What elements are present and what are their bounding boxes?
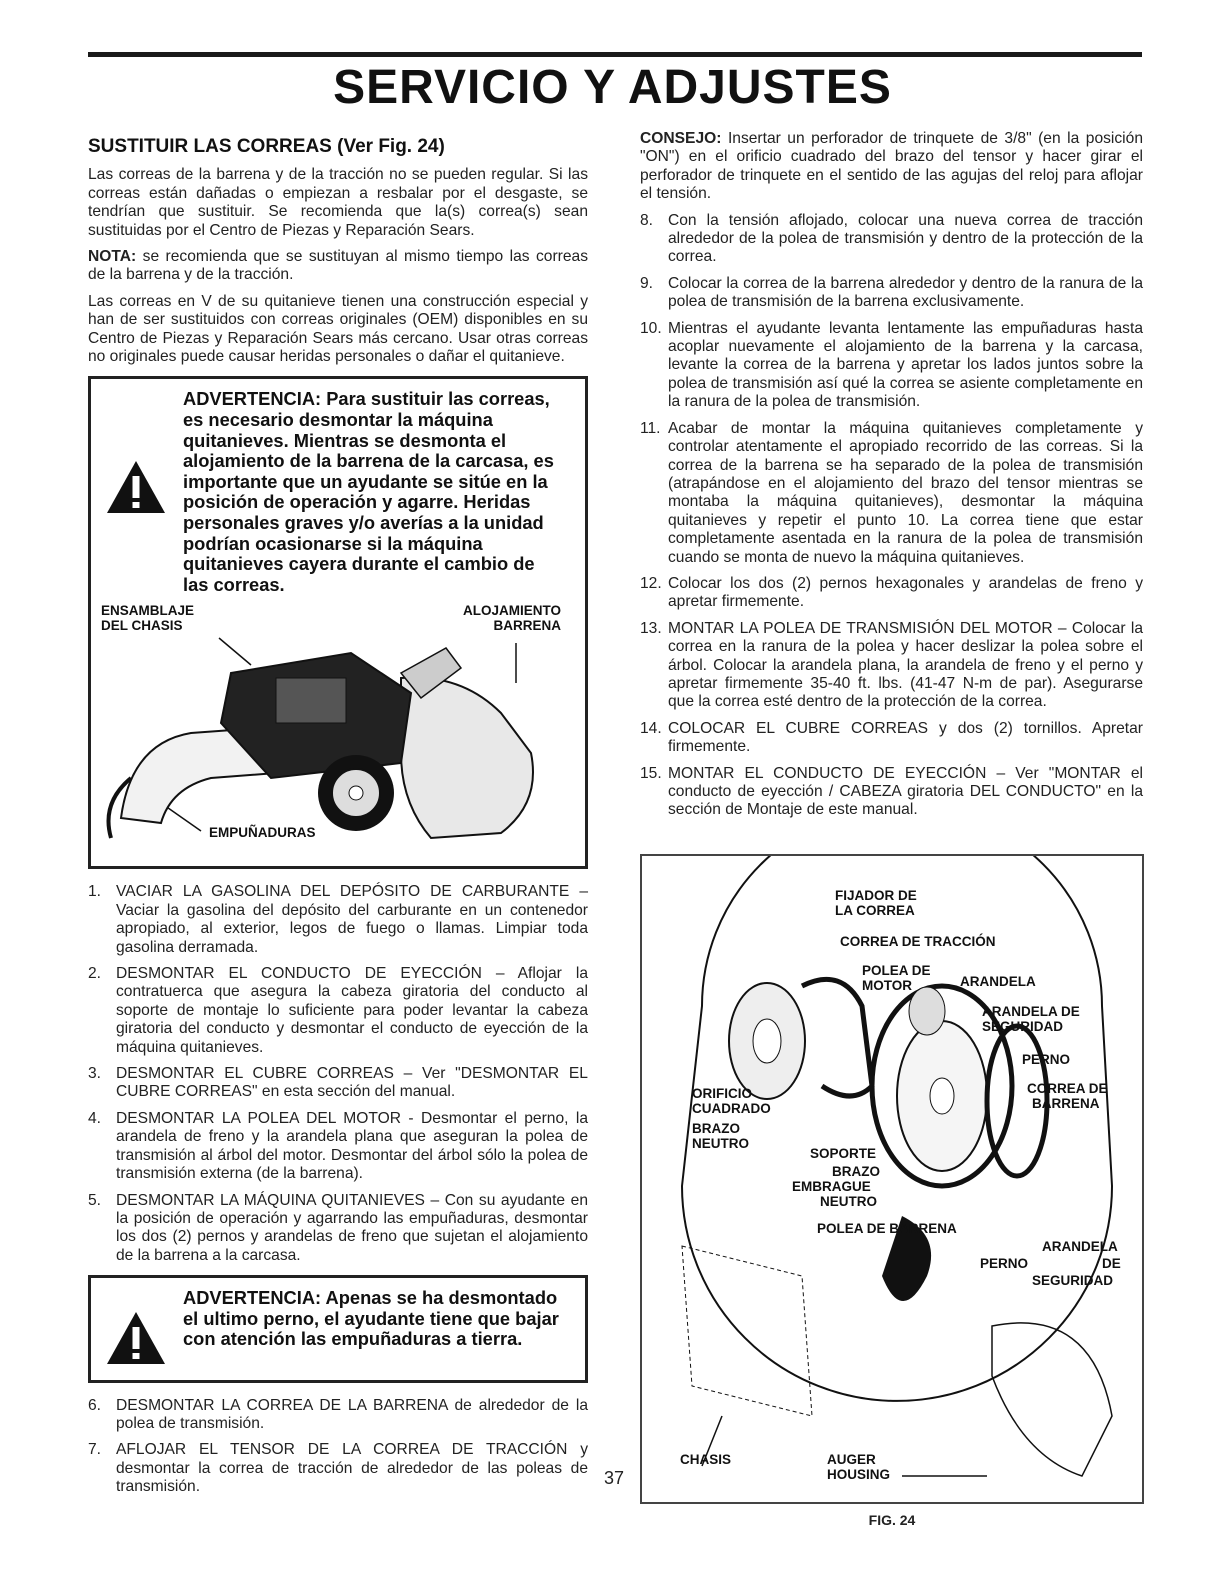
list-item: 2. DESMONTAR EL CONDUCTO DE EYECCIÓN – Aflojar la contratuerca que asegura la cabeza giratoria del conducto al soporte de montaje lo suficiente para poder levantar la cabeza giratoria del conducto y desmontar el conducto de eyección de la máquina quitanieves. xyxy=(88,965,588,1056)
label-seguridad: SEGURIDAD xyxy=(982,1019,1064,1034)
right-column xyxy=(640,130,1143,828)
list-item: 1. VACIAR LA GASOLINA DEL DEPÓSITO DE CARBURANTE – Vaciar la gasolina del depósito del carburante en un contenedor apropiado, al exterior, legos de fuego o llamas. Limpiar toda gasolina derramada. xyxy=(88,883,588,956)
tip-text: Insertar un perforador de trinquete de 3/8" (en la posición "ON") en el orificio cuadrado del brazo del tensor y hacer girar el perforador de trinquete en el sentido de las agujas del reloj para aflojar el tensión. xyxy=(640,130,1143,203)
snowthrower-illustration xyxy=(101,603,571,858)
label-perno-2: PERNO xyxy=(980,1256,1029,1271)
label-alojamiento: ALOJAMIENTO xyxy=(462,603,561,619)
label-polea-barrena: POLEA DE BARRENA xyxy=(817,1221,957,1236)
page-title: SERVICIO Y ADJUSTES xyxy=(333,61,892,114)
list-item: 15. MONTAR EL CONDUCTO DE EYECCIÓN – Ver "MONTAR el conducto de eyección / CABEZA giratoria DEL CONDUCTO" en la sección de Montaje de este manual. xyxy=(640,764,1143,819)
label-de: DE xyxy=(1102,1256,1121,1271)
warning-triangle-icon xyxy=(101,1288,183,1371)
label-arandela-2: ARANDELA xyxy=(1042,1239,1118,1254)
tip-paragraph xyxy=(640,130,1143,204)
note-paragraph xyxy=(88,248,588,285)
list-item: 6. DESMONTAR LA CORREA DE LA BARRENA de alrededor de la polea de transmisión. xyxy=(88,1396,588,1432)
list-item: 3. DESMONTAR EL CUBRE CORREAS – Ver "DESMONTAR EL CUBRE CORREAS" en esta sección del manual. xyxy=(88,1065,588,1101)
label-perno: PERNO xyxy=(1022,1052,1071,1067)
page-number: 37 xyxy=(604,1468,625,1488)
label-brazo: BRAZO xyxy=(692,1121,740,1136)
note-label: NOTA: xyxy=(88,248,137,266)
label-empunaduras: EMPUÑADURAS xyxy=(209,825,316,841)
label-polea-de: POLEA DE xyxy=(862,963,931,978)
header-rule xyxy=(88,52,1142,57)
label-auger: AUGER xyxy=(827,1452,876,1467)
figure-caption: FIG. 24 xyxy=(868,1512,916,1528)
list-item: 14. COLOCAR EL CUBRE CORREAS y dos (2) tornillos. Apretar firmemente. xyxy=(640,719,1143,756)
snowthrower-figure xyxy=(101,603,575,858)
list-item: 7. AFLOJAR EL TENSOR DE LA CORREA DE TRACCIÓN y desmontar la correa de tracción de alrededor de las poleas de transmisión. xyxy=(88,1441,588,1496)
left-column xyxy=(88,130,588,1505)
label-seguridad-2: SEGURIDAD xyxy=(1032,1273,1114,1288)
list-item: 5. DESMONTAR LA MÁQUINA QUITANIEVES – Con su ayudante en la posición de operación y agarrando las empuñaduras, desmontar los dos (2) pernos y arandelas de freno que sujetan el alojamiento de la barrena a la carcasa. xyxy=(88,1191,588,1264)
label-ensamblaje: ENSAMBLAJE xyxy=(101,603,195,619)
label-orificio: ORIFICIO xyxy=(692,1086,752,1101)
warning-box-1 xyxy=(88,376,588,869)
label-chasis: CHASIS xyxy=(680,1452,732,1467)
list-item: 8. Con la tensión aflojado, colocar una nueva correa de tracción alrededor de la polea de transmisión y dentro de la protección de la correa. xyxy=(640,211,1143,266)
list-item: 11. Acabar de montar la máquina quitanieves completamente y controlar atentamente el apropiado recorrido de las correas. Si la correa de la barrena se ha separado de la polea de transmisión (atrapándose en el alojamiento del brazo del tensor mientras se montaba la máquina quitanieves), desmontar la máquina quitanieves y repetir el punto 10. La correa tiene que estar completamente asentada en la ranura de la polea de transmisión cuando se monta de nuevo la máquina quitanieves. xyxy=(640,419,1143,566)
warning-triangle-icon xyxy=(101,389,183,520)
label-motor: MOTOR xyxy=(862,978,912,993)
label-housing: HOUSING xyxy=(827,1467,891,1482)
label-barrena: BARRENA xyxy=(1032,1096,1100,1111)
label-del-chasis: DEL CHASIS xyxy=(101,618,183,634)
section-title: SUSTITUIR LAS CORREAS (Ver Fig. 24) xyxy=(88,136,445,157)
belt-diagram xyxy=(642,856,1142,1502)
list-item: 10. Mientras el ayudante levanta lentamente las empuñaduras hasta acoplar nuevamente el alojamiento de la barrena y la carcasa, levante la correa de la barrena y apretar los lados juntos sobre la polea de transmisión así qué la correa se asiente completamente en la ranura de la polea de transmisión. xyxy=(640,319,1143,411)
note-text: se recomienda que se sustituyan al mismo tiempo las correas de la barrena y de la tracción. xyxy=(88,248,588,284)
steps-list-a xyxy=(88,883,588,1265)
figure-24-box xyxy=(640,854,1144,1504)
label-fijador-2: LA CORREA xyxy=(835,903,915,918)
label-correa-traccion: CORREA DE TRACCIÓN xyxy=(840,934,996,949)
tip-label: CONSEJO: xyxy=(640,130,722,147)
steps-list-c xyxy=(640,212,1143,820)
warning-text-2: ADVERTENCIA: Apenas se ha desmontado el ultimo perno, el ayudante tiene que bajar con atención las empuñaduras a tierra. xyxy=(183,1287,559,1350)
intro-paragraph: Las correas de la barrena y de la tracción no se pueden regular. Si las correas están dañadas o empiezan a resbalar por el desgaste, se tendrían que sustituir. Se recomienda que la(s) correa(s) sean sustituidas por el Centro de Piezas y Reparación Sears. xyxy=(88,166,588,239)
label-barrena: BARRENA xyxy=(493,618,561,634)
label-cuadrado: CUADRADO xyxy=(692,1101,771,1116)
list-item: 13. MONTAR LA POLEA DE TRANSMISIÓN DEL MOTOR – Colocar la correa en la ranura de la polea y hacer deslizar la polea sobre el árbol. Colocar la arandela plana, la arandela de freno y el perno y apretar firmemente 35-40 ft. lbs. (41-47 N-m de par). Asegurarse que la correa esté dentro de la protección de la correa. xyxy=(640,619,1143,711)
label-brazo-2: BRAZO xyxy=(832,1164,880,1179)
list-item: 9. Colocar la correa de la barrena alrededor y dentro de la ranura de la polea de transmisión de la barrena exclusivamente. xyxy=(640,274,1143,311)
steps-list-b xyxy=(88,1397,588,1497)
list-item: 12. Colocar los dos (2) pernos hexagonales y arandelas de freno y apretar firmemente. xyxy=(640,574,1143,611)
warning-text-1: ADVERTENCIA: Para sustituir las correas, es necesario desmontar la máquina quitanieves. Mientras se desmonta el alojamiento de la barrena de la carcasa, es importante que un ayudante se sitúe en la posición de operación y agarre. Heridas personales graves y/o averías a la unidad podrían ocasionarse si la máquina quitanieves cayera durante el cambio de las correas. xyxy=(183,388,554,595)
label-correa-de: CORREA DE xyxy=(1027,1081,1108,1096)
label-soporte: SOPORTE xyxy=(810,1146,877,1161)
figure-24 xyxy=(640,842,1144,1528)
label-arandela: ARANDELA xyxy=(960,974,1036,989)
oem-paragraph: Las correas en V de su quitanieve tienen una construcción especial y han de ser sustituidos con correas originales (OEM) disponibles en su Centro de Piezas y Reparación Sears más cercano. Usar otras correas no originales puede causar heridas personales o dañar el quitanieve. xyxy=(88,292,588,366)
warning-box-2 xyxy=(88,1275,588,1382)
label-neutro-2: NEUTRO xyxy=(820,1194,877,1209)
label-arandela-de: ARANDELA DE xyxy=(982,1004,1080,1019)
list-item: 4. DESMONTAR LA POLEA DEL MOTOR - Desmontar el perno, la arandela de freno y la arandela plana que aseguran la polea de transmisión al árbol del motor. Desmontar del árbol sólo la polea de transmisión externa (de la barrena). xyxy=(88,1109,588,1183)
label-fijador-1: FIJADOR DE xyxy=(835,888,917,903)
label-embrague: EMBRAGUE xyxy=(792,1179,871,1194)
label-neutro: NEUTRO xyxy=(692,1136,749,1151)
